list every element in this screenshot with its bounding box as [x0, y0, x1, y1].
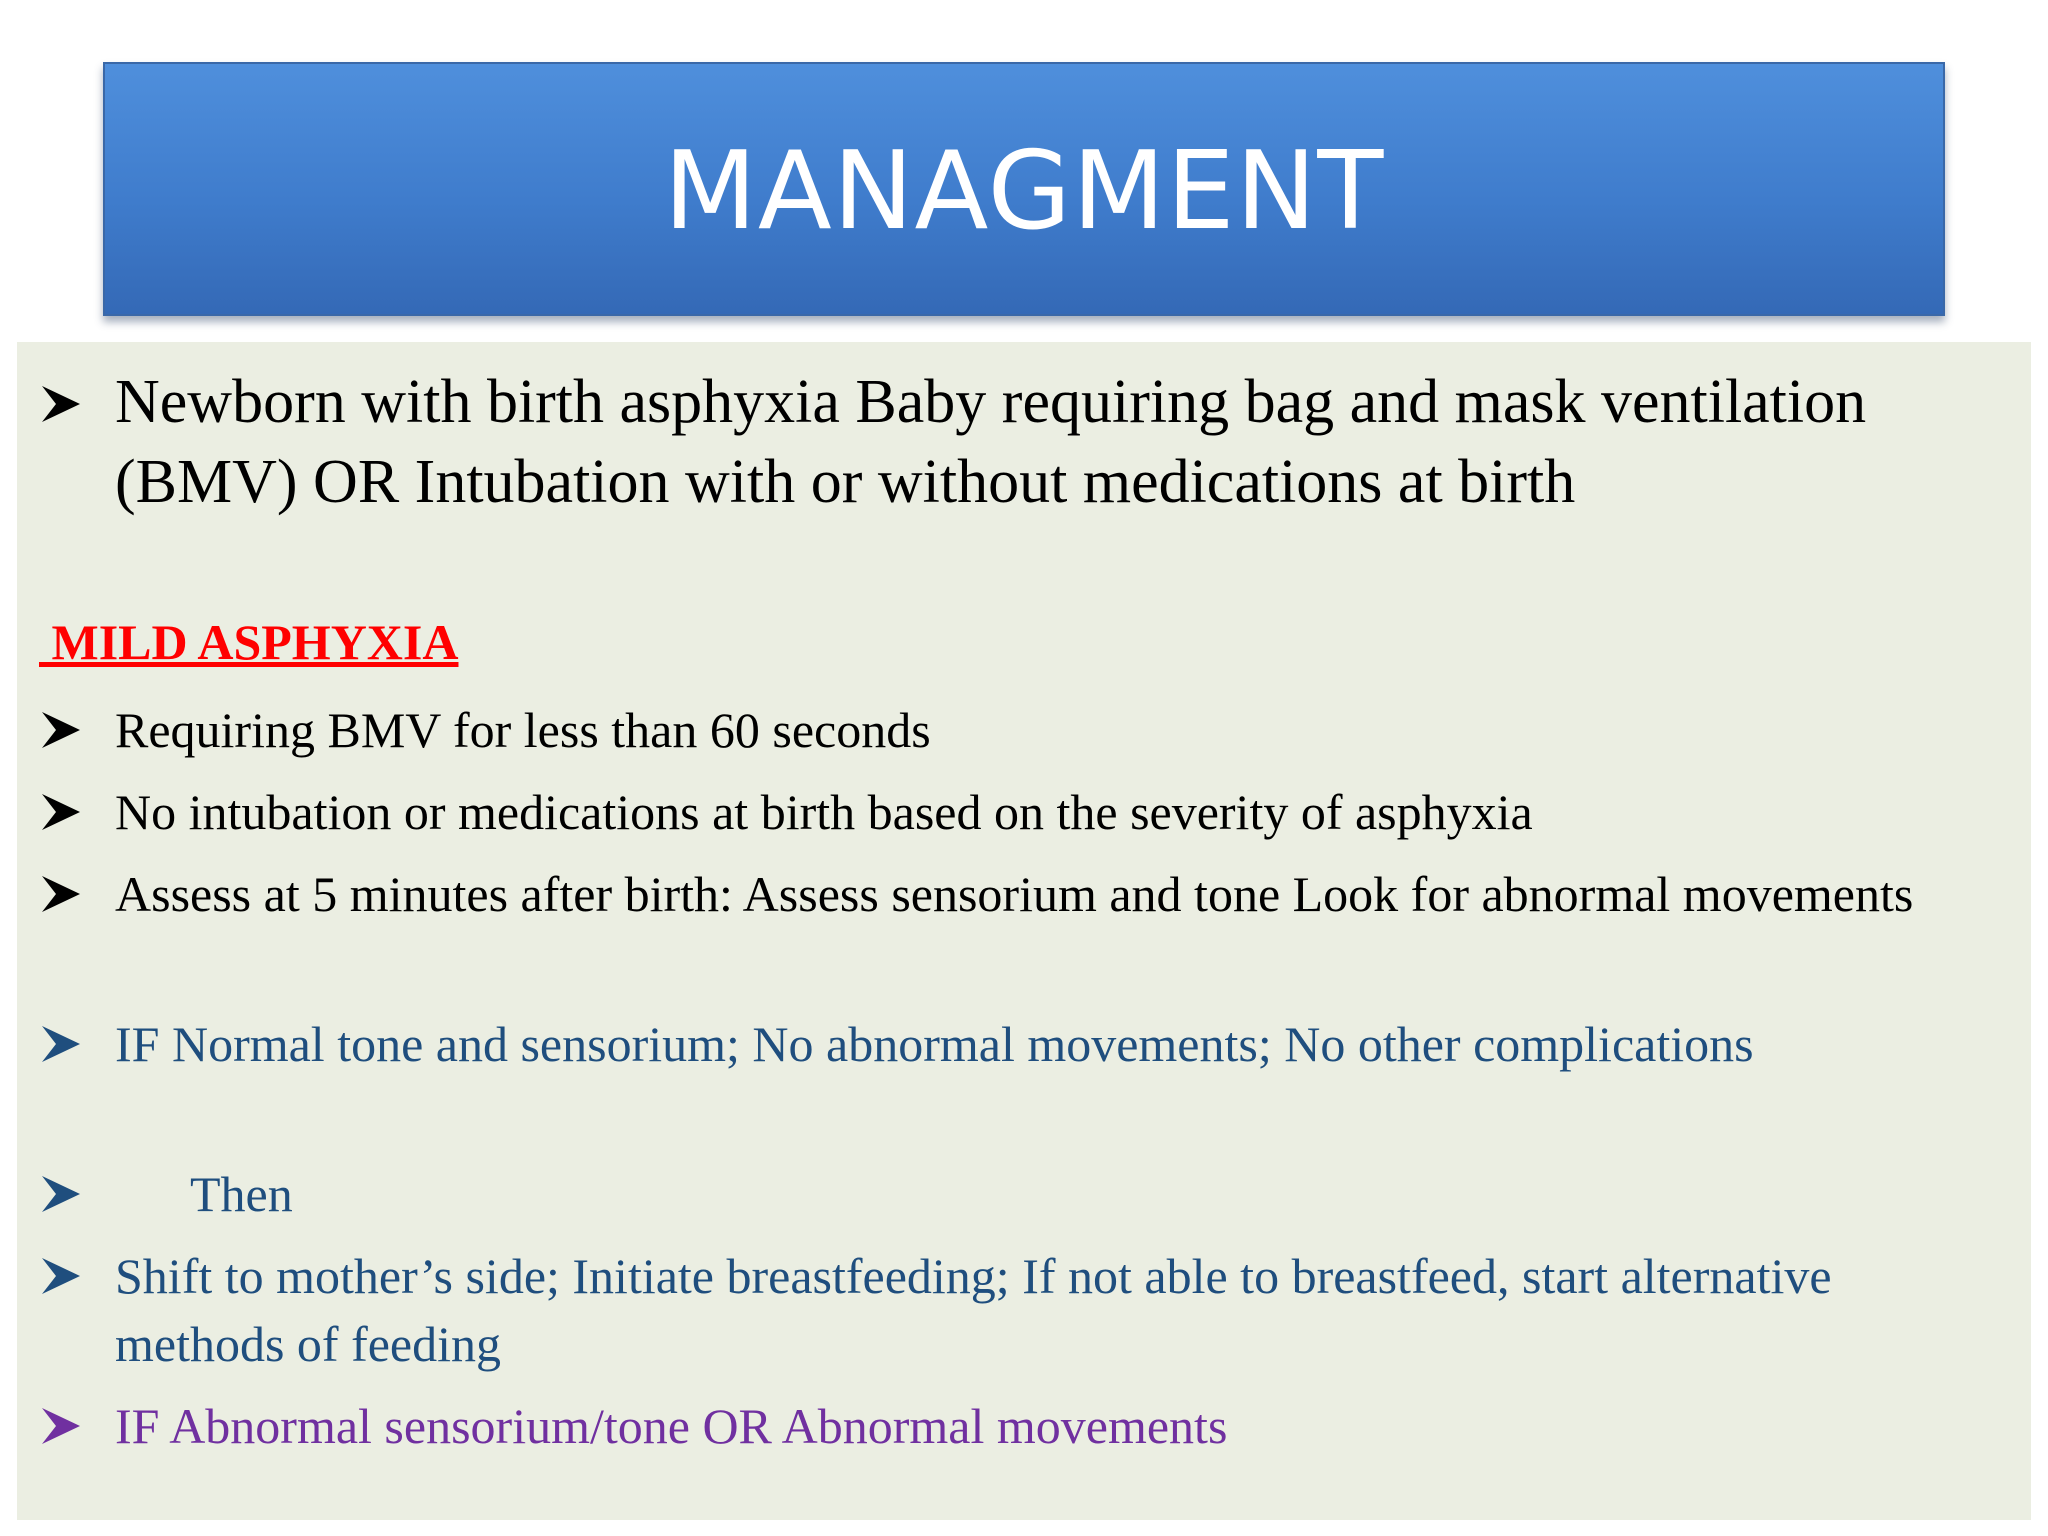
arrowhead-bullet-icon	[39, 1172, 83, 1216]
arrowhead-bullet-icon	[39, 382, 83, 426]
arrowhead-bullet-icon	[39, 872, 83, 916]
bullet-text: Then	[190, 1166, 293, 1222]
bullet-text: IF Normal tone and sensorium; No abnormal movements; No other complications	[115, 1016, 1754, 1072]
section-heading: MILD ASPHYXIA	[39, 614, 459, 670]
arrowhead-bullet-icon	[39, 790, 83, 834]
bullet-text: Newborn with birth asphyxia Baby requiring bag and mask ventilation (BMV) OR Intubation with or without medications at birth	[115, 368, 1867, 516]
bullet-text: No intubation or medications at birth based on the severity of asphyxia	[115, 784, 1533, 840]
arrowhead-bullet-icon	[39, 1404, 83, 1448]
title-banner	[103, 62, 1945, 316]
arrowhead-bullet-icon	[39, 708, 83, 752]
bullet-text: Shift to mother’s side; Initiate breastfeeding; If not able to breastfeed, start alternative methods of feeding	[115, 1248, 1832, 1372]
bullet-text: Assess at 5 minutes after birth: Assess sensorium and tone Look for abnormal movements	[115, 866, 1914, 922]
content-box	[17, 342, 2031, 1520]
arrowhead-bullet-icon	[39, 1022, 83, 1066]
slide-title: MANAGMENT	[663, 129, 1385, 254]
bullet-text: Requiring BMV for less than 60 seconds	[115, 702, 931, 758]
bullet-text: IF Abnormal sensorium/tone OR Abnormal movements	[115, 1398, 1228, 1454]
arrowhead-bullet-icon	[39, 1254, 83, 1298]
